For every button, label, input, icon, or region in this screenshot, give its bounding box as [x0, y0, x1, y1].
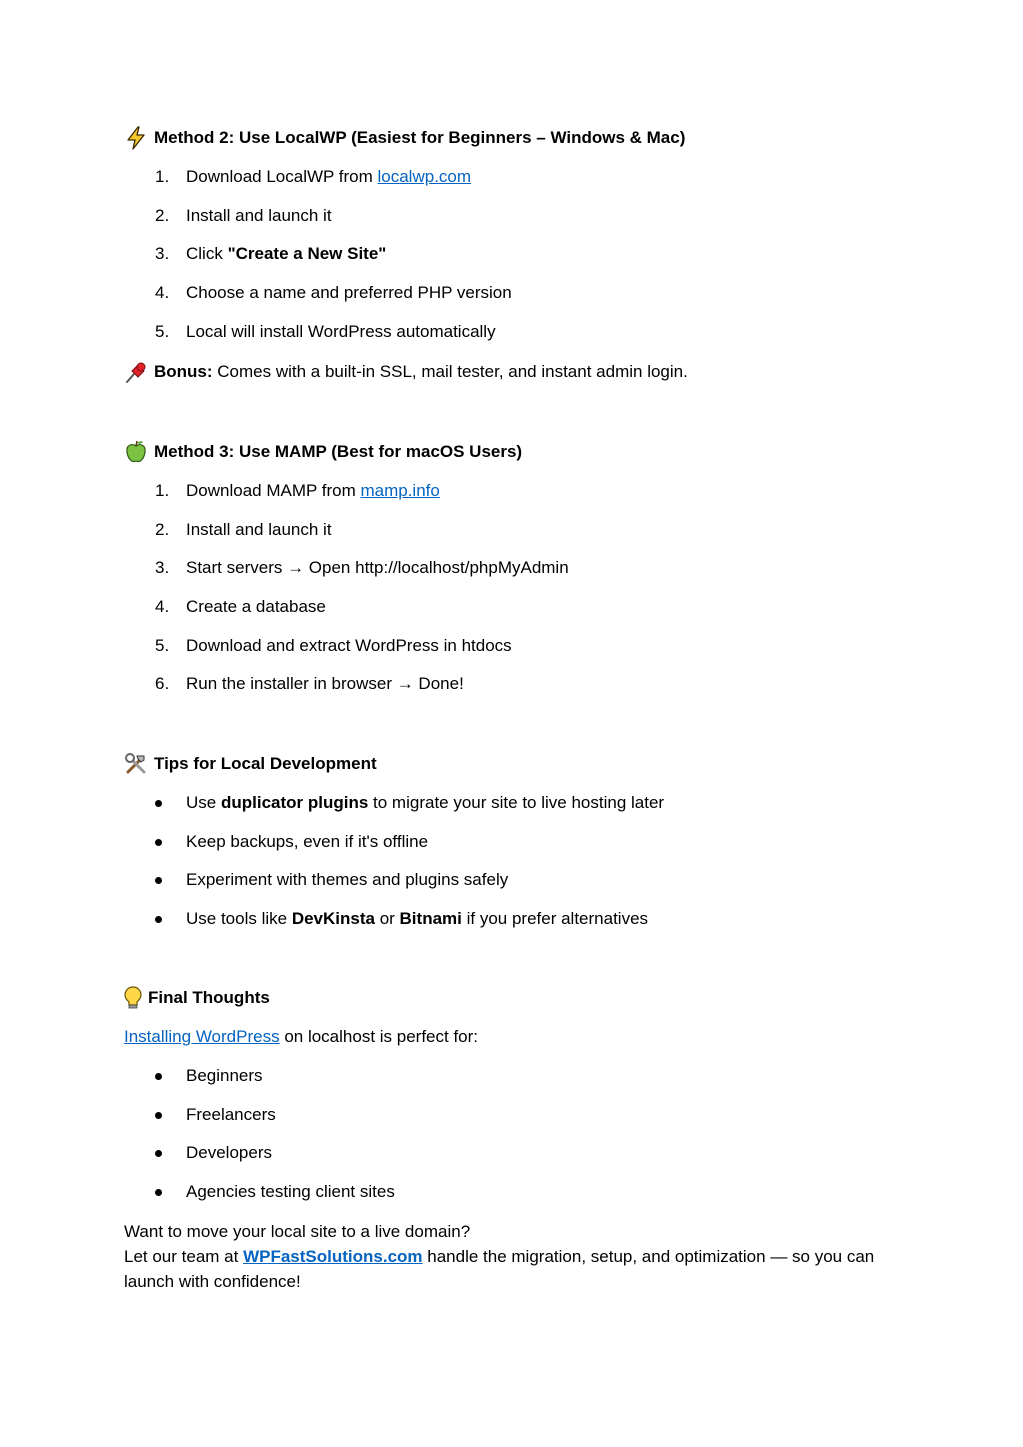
light-bulb-icon [124, 986, 142, 1010]
list-item: 2. Install and launch it [155, 206, 332, 225]
final-intro: Installing WordPress on localhost is perfect for: [124, 1027, 479, 1046]
list-item: 3. Click "Create a New Site" [155, 244, 387, 263]
list-item: Developers [0, 1141, 1023, 1165]
localwp-link[interactable]: localwp.com [377, 167, 472, 186]
bullet [155, 877, 162, 884]
mamp-link[interactable]: mamp.info [360, 481, 440, 500]
final-heading: Final Thoughts [124, 986, 270, 1010]
bullet [155, 1112, 162, 1119]
bullet [155, 1073, 162, 1080]
list-item: Use duplicator plugins to migrate your site to live hosting later [0, 791, 1023, 815]
bullet [155, 1189, 162, 1196]
list-item: Agencies testing client sites [0, 1180, 1023, 1204]
list-item: Keep backups, even if it's offline [0, 830, 1023, 854]
method3-heading: Method 3: Use MAMP (Best for macOS Users) [124, 440, 522, 464]
list-item: 1. Download LocalWP from localwp.com [155, 167, 472, 186]
installing-wordpress-link[interactable]: Installing WordPress [124, 1027, 280, 1046]
pushpin-icon [124, 360, 148, 384]
bullet [155, 800, 162, 807]
wpfastsolutions-link[interactable]: WPFastSolutions.com [243, 1247, 423, 1266]
bullet [155, 839, 162, 846]
bonus-note: Bonus: Comes with a built-in SSL, mail tester, and instant admin login. [124, 360, 688, 384]
bullet [155, 916, 162, 923]
method2-heading: Method 2: Use LocalWP (Easiest for Beginners – Windows & Mac) [124, 126, 685, 150]
cta-paragraph: Want to move your local site to a live domain? Let our team at WPFastSolutions.com handle the migration, setup, and optimization — so you can launch with confidence! [124, 1222, 875, 1291]
list-item: Beginners [0, 1064, 1023, 1088]
bullet [155, 1150, 162, 1157]
list-item: 1. Download MAMP from mamp.info [155, 481, 440, 500]
tips-heading: Tips for Local Development [124, 752, 377, 776]
lightning-icon [124, 126, 148, 150]
tools-icon [124, 752, 148, 776]
list-item: 6. Run the installer in browser → Done! [155, 674, 464, 693]
green-apple-icon [124, 440, 148, 464]
list-item: Freelancers [0, 1103, 1023, 1127]
list-item: Experiment with themes and plugins safely [0, 868, 1023, 892]
list-item: 5. Local will install WordPress automatically [155, 322, 496, 341]
list-item: Use tools like DevKinsta or Bitnami if you prefer alternatives [0, 907, 1023, 931]
list-item: 4. Create a database [155, 597, 326, 616]
list-item: 5. Download and extract WordPress in htdocs [155, 636, 512, 655]
list-item: 3. Start servers → Open http://localhost/phpMyAdmin [155, 558, 569, 577]
list-item: 2. Install and launch it [155, 520, 332, 539]
list-item: 4. Choose a name and preferred PHP version [155, 283, 512, 302]
